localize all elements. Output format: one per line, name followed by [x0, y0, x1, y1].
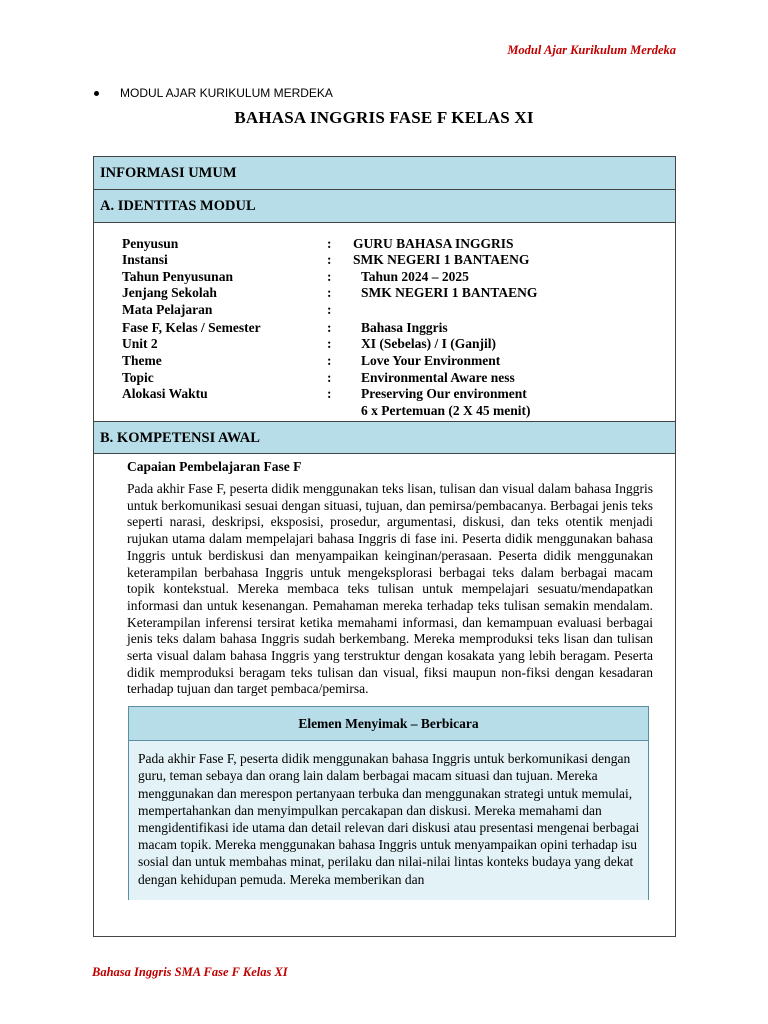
running-footer: Bahasa Inggris SMA Fase F Kelas XI — [92, 965, 288, 979]
elemen-body: Pada akhir Fase F, peserta didik menggunakan bahasa Inggris untuk berkomunikasi dengan guru, teman sebaya dan orang lain dalam berbagai macam situasi dan tujuan. Mereka menggunakan dan merespon pertanyaan terbuka dan menggunakan strategi untuk memulai, mempertahankan dan menyimpulkan percakapan dan diskusi. Mereka memahami dan mengidentifikasi ide utama dan detail relevan dari diskusi atau presentasi mengenai berbagai macam topik. Mereka menggunakan bahasa Inggris untuk menyampaikan opini terhadap isu sosial dan untuk membahas minat, perilaku dan nilai-nilai lintas konteks budaya yang dekat dengan kehidupan pemuda. Mereka memberikan dan — [129, 741, 648, 900]
running-header: Modul Ajar Kurikulum Merdeka — [507, 43, 676, 57]
identitas-label: Theme — [122, 353, 162, 368]
identitas-colon: : — [327, 285, 332, 300]
identitas-row — [122, 302, 642, 319]
document-title: BAHASA INGGRIS FASE F KELAS XI — [234, 108, 534, 127]
identitas-list — [94, 223, 675, 421]
identitas-label: Instansi — [122, 252, 168, 267]
identitas-value: Love Your Environment — [361, 353, 501, 368]
identitas-value: Bahasa Inggris — [361, 320, 448, 335]
identitas-label: Tahun Penyusunan — [122, 269, 233, 284]
capaian-heading: Capaian Pembelajaran Fase F — [127, 459, 302, 474]
identitas-label: Penyusun — [122, 236, 179, 251]
identitas-row — [122, 370, 642, 387]
identitas-colon: : — [327, 269, 332, 284]
identitas-colon: : — [327, 336, 332, 351]
identitas-colon: : — [327, 236, 332, 251]
identitas-value: Tahun 2024 – 2025 — [361, 269, 469, 284]
bullet-icon — [94, 91, 99, 96]
elemen-heading: Elemen Menyimak – Berbicara — [129, 707, 648, 741]
identitas-label: Jenjang Sekolah — [122, 285, 217, 300]
identitas-value: GURU BAHASA INGGRIS — [353, 236, 514, 251]
capaian-paragraph: Pada akhir Fase F, peserta didik menggunakan teks lisan, tulisan dan visual dalam bahasa Inggris untuk berkomunikasi sesuai dengan situasi, tujuan, dan pemirsa/pembacanya. Berbagai jenis teks seperti narasi, deskripsi, eksposisi, prosedur, argumentasi, diskusi, dan teks otentik menjadi rujukan utama dalam mempelajari bahasa Inggris di fase ini. Peserta didik menggunakan bahasa Inggris untuk berdiskusi dan menyampaikan keinginan/perasaan. Peserta didik menggunakan keterampilan berbahasa Inggris untuk mengeksplorasi berbagai teks dalam berbagai macam topik kontekstual. Mereka membaca teks tulisan untuk mempelajari sesuatu/mendapatkan informasi dan untuk kesenangan. Pemahaman mereka terhadap teks tulisan semakin mendalam. Keterampilan inferensi tersirat ketika memahami informasi, dan kemampuan evaluasi berbagai jenis teks dalam bahasa Inggris sudah berkembang. Mereka memproduksi teks lisan dan tulisan serta visual dalam bahasa Inggris yang terstruktur dengan kosakata yang lebih beragam. Peserta didik memproduksi beragam teks tulisan dan visual, fiksi maupun non-fiksi dengan kesadaran terhadap tujuan dan target pembaca/pemirsa. — [127, 481, 653, 697]
identitas-row — [122, 269, 642, 286]
identitas-value: SMK NEGERI 1 BANTAENG — [361, 285, 538, 300]
section-kompetensi-awal: B. KOMPETENSI AWAL — [94, 421, 675, 454]
identitas-row — [122, 336, 642, 353]
module-table — [93, 156, 676, 937]
identitas-row — [122, 236, 642, 253]
identitas-row — [122, 386, 642, 403]
identitas-label: Alokasi Waktu — [122, 386, 208, 401]
identitas-row — [122, 353, 642, 370]
identitas-label: Fase F, Kelas / Semester — [122, 320, 261, 335]
identitas-colon: : — [327, 320, 332, 335]
identitas-colon: : — [327, 370, 332, 385]
bullet-item — [94, 86, 333, 100]
identitas-row — [122, 403, 642, 420]
section-informasi-umum: INFORMASI UMUM — [94, 157, 675, 190]
identitas-colon: : — [327, 353, 332, 368]
bullet-text: MODUL AJAR KURIKULUM MERDEKA — [120, 86, 333, 100]
identitas-row — [122, 252, 642, 269]
identitas-label: Unit 2 — [122, 336, 158, 351]
identitas-value: Preserving Our environment — [361, 386, 527, 401]
identitas-colon: : — [327, 386, 332, 401]
capaian-pembelajaran — [94, 454, 675, 698]
identitas-value: 6 x Pertemuan (2 X 45 menit) — [361, 403, 531, 418]
identitas-label: Mata Pelajaran — [122, 302, 213, 317]
identitas-row — [122, 285, 642, 302]
elemen-menyimak-box — [128, 706, 649, 900]
identitas-value: Environmental Aware ness — [361, 370, 515, 385]
identitas-label: Topic — [122, 370, 154, 385]
identitas-value: XI (Sebelas) / I (Ganjil) — [361, 336, 496, 351]
identitas-colon: : — [327, 302, 332, 317]
identitas-value: SMK NEGERI 1 BANTAENG — [353, 252, 530, 267]
identitas-row — [122, 320, 642, 337]
identitas-colon: : — [327, 252, 332, 267]
section-identitas-modul: A. IDENTITAS MODUL — [94, 190, 675, 223]
